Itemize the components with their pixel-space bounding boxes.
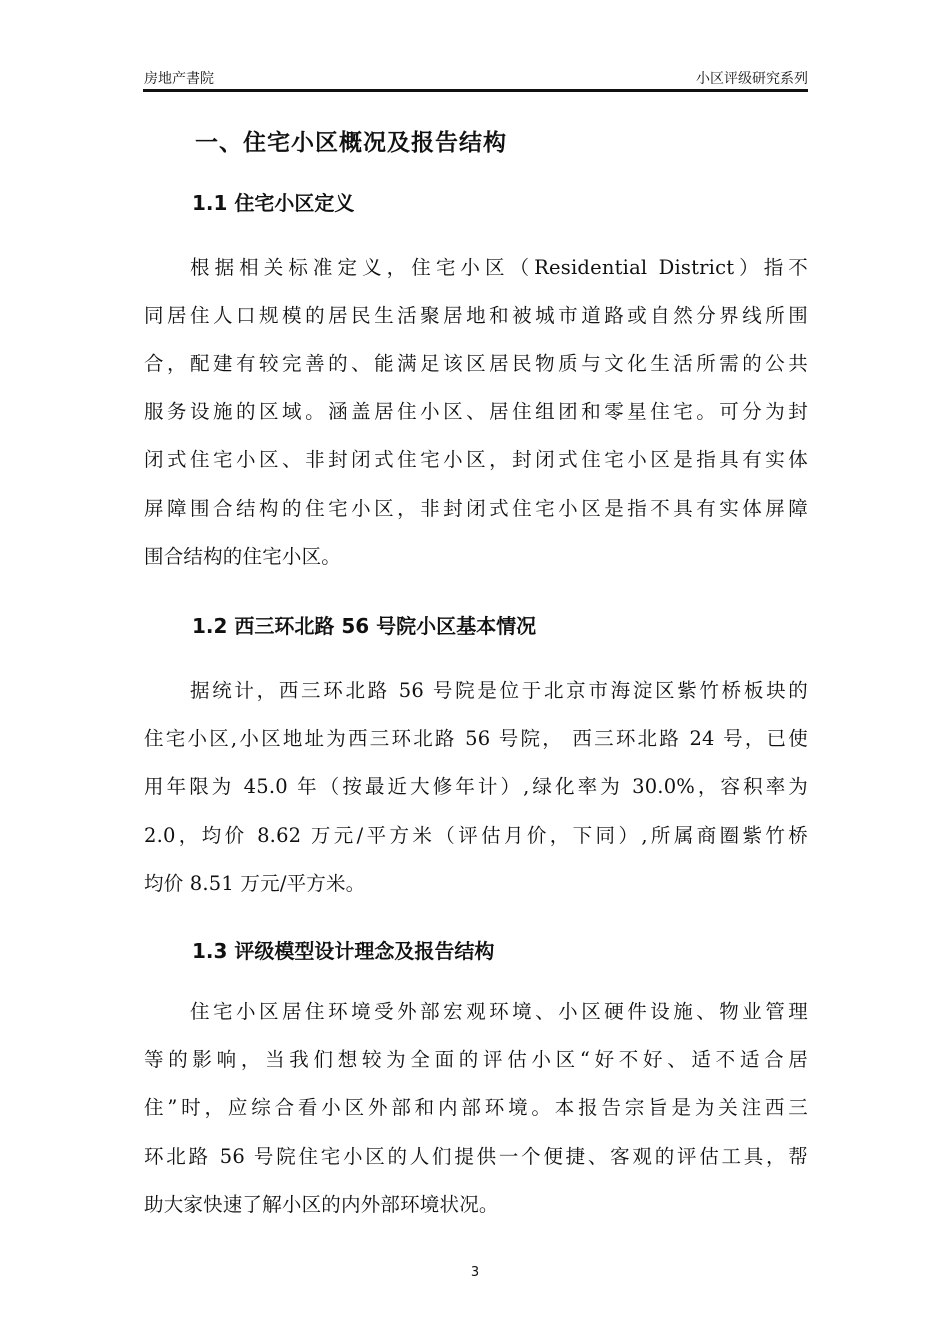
- paragraph-line: 住宅小区居住环境受外部宏观环境、小区硬件设施、物业管理: [190, 1000, 808, 1023]
- paragraph-line: 服务设施的区域。涵盖居住小区、居住组团和零星住宅。可分为封: [144, 400, 808, 423]
- paragraph-line: 环北路 56 号院住宅小区的人们提供一个便捷、客观的评估工具，帮: [144, 1145, 808, 1168]
- paragraph-line: 合，配建有较完善的、能满足该区居民物质与文化生活所需的公共: [144, 352, 808, 375]
- paragraph-line: 住”时，应综合看小区外部和内部环境。本报告宗旨是为关注西三: [144, 1096, 808, 1119]
- section-title-1-1: 1.1 住宅小区定义: [192, 191, 355, 215]
- header-series: 小区评级研究系列: [696, 71, 808, 87]
- paragraph-line: 闭式住宅小区、非封闭式住宅小区，封闭式住宅小区是指具有实体: [144, 448, 808, 471]
- paragraph-line: 同居住人口规模的居民生活聚居地和被城市道路或自然分界线所围: [144, 304, 808, 327]
- paragraph-line: 2.0，均价 8.62 万元/平方米（评估月价，下同）,所属商圈紫竹桥: [144, 824, 808, 847]
- paragraph-line: 均价 8.51 万元/平方米。: [144, 872, 366, 895]
- section-title-1-2: 1.2 西三环北路 56 号院小区基本情况: [192, 614, 537, 638]
- paragraph-line: 根据相关标准定义，住宅小区（Residential District）指不: [190, 256, 808, 279]
- header-publisher: 房地产書院: [144, 71, 214, 87]
- paragraph-line: 等的影响，当我们想较为全面的评估小区“好不好、适不适合居: [144, 1048, 808, 1071]
- paragraph-line: 据统计，西三环北路 56 号院是位于北京市海淀区紫竹桥板块的: [190, 679, 808, 702]
- header-rule: [143, 89, 808, 92]
- chapter-title: 一、住宅小区概况及报告结构: [195, 130, 507, 156]
- page-number: 3: [470, 1265, 480, 1280]
- paragraph-line: 用年限为 45.0 年（按最近大修年计）,绿化率为 30.0%，容积率为: [144, 775, 808, 798]
- paragraph-line: 围合结构的住宅小区。: [144, 545, 342, 568]
- paragraph-line: 住宅小区,小区地址为西三环北路 56 号院， 西三环北路 24 号，已使: [144, 727, 808, 750]
- paragraph-line: 屏障围合结构的住宅小区，非封闭式住宅小区是指不具有实体屏障: [144, 497, 808, 520]
- paragraph-line: 助大家快速了解小区的内外部环境状况。: [144, 1193, 499, 1216]
- section-title-1-3: 1.3 评级模型设计理念及报告结构: [192, 939, 495, 963]
